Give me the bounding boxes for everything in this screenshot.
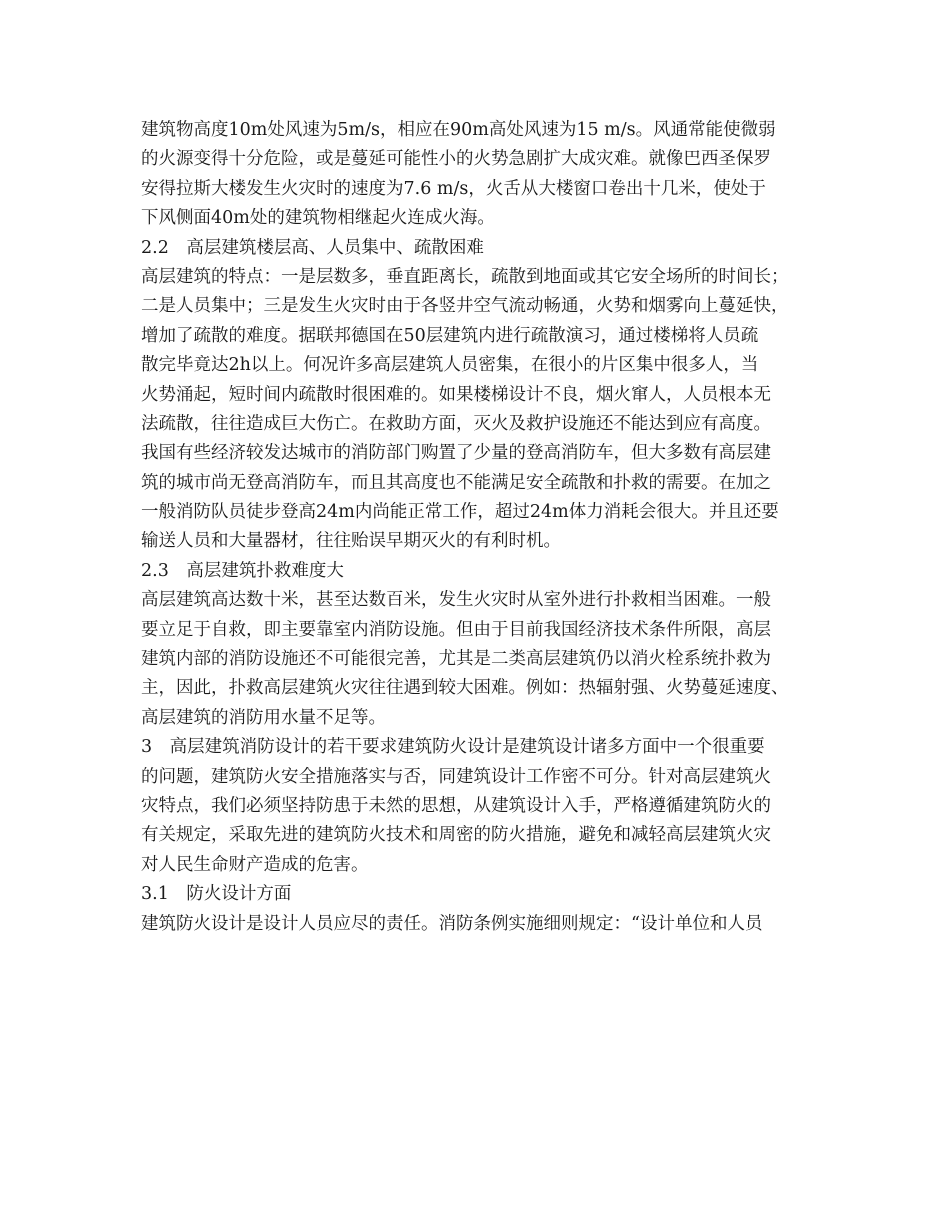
text-line: 有关规定，采取先进的建筑防火技术和周密的防火措施，避免和减轻高层建筑火灾 xyxy=(141,825,771,846)
text-line: 二是人员集中；三是发生火灾时由于各竖井空气流动畅通，火势和烟雾向上蔓延快， xyxy=(141,296,789,317)
text-line: 灾特点，我们必须坚持防患于未然的思想，从建筑设计入手，严格遵循建筑防火的 xyxy=(141,795,771,816)
text-line: 高层建筑高达数十米，甚至达数百米，发生火灾时从室外进行扑救相当困难。一般 xyxy=(141,590,771,611)
text-line: 主，因此，扑救高层建筑火灾往往遇到较大困难。例如：热辐射强、火势蔓延速度、 xyxy=(141,678,789,699)
text-line: 高层建筑的特点：一是层数多，垂直距离长，疏散到地面或其它安全场所的时间长； xyxy=(141,266,789,287)
text-line: 输送人员和大量器材，往往贻误早期灭火的有利时机。 xyxy=(141,531,561,552)
text-line: 下风侧面40m处的建筑物相继起火连成火海。 xyxy=(141,208,495,229)
text-line: 的问题，建筑防火安全措施落实与否，同建筑设计工作密不可分。针对高层建筑火 xyxy=(141,766,771,787)
text-line: 3.1 防火设计方面 xyxy=(141,884,292,905)
text-line: 筑的城市尚无登高消防车，而且其高度也不能满足安全疏散和扑救的需要。在加之 xyxy=(141,472,771,493)
text-line: 对人民生命财产造成的危害。 xyxy=(141,854,369,875)
document-body xyxy=(141,116,831,939)
text-line: 增加了疏散的难度。据联邦德国在50层建筑内进行疏散演习，通过楼梯将人员疏 xyxy=(141,325,759,346)
text-line: 高层建筑的消防用水量不足等。 xyxy=(141,707,386,728)
text-line: 2.3 高层建筑扑救难度大 xyxy=(141,560,344,581)
text-line: 建筑物高度10m处风速为5m/s，相应在90m高处风速为15 m/s。风通常能使微弱 xyxy=(141,120,776,140)
text-line: 建筑内部的消防设施还不可能很完善，尤其是二类高层建筑仍以消火栓系统扑救为 xyxy=(141,649,771,670)
text-line: 火势涌起，短时间内疏散时很困难的。如果楼梯设计不良，烟火窜人，人员根本无 xyxy=(141,384,771,405)
text-line: 要立足于自救，即主要靠室内消防设施。但由于目前我国经济技术条件所限，高层 xyxy=(141,619,771,640)
text-line: 建筑防火设计是设计人员应尽的责任。消防条例实施细则规定：“设计单位和人员 xyxy=(141,913,763,934)
text-line: 一般消防队员徒步登高24m内尚能正常工作，超过24m体力消耗会很大。并且还要 xyxy=(141,502,779,523)
text-line: 的火源变得十分危险，或是蔓延可能性小的火势急剧扩大成灾难。就像巴西圣保罗 xyxy=(141,149,771,170)
text-line: 我国有些经济较发达城市的消防部门购置了少量的登高消防车，但大多数有高层建 xyxy=(141,443,771,464)
text-line: 3 高层建筑消防设计的若干要求建筑防火设计是建筑设计诸多方面中一个很重要 xyxy=(141,737,765,758)
text-line: 散完毕竟达2h以上。何况许多高层建筑人员密集，在很小的片区集中很多人，当 xyxy=(141,355,759,376)
text-line: 2.2 高层建筑楼层高、人员集中、疏散困难 xyxy=(141,237,484,258)
text-line: 法疏散，往往造成巨大伤亡。在救助方面，灭火及救护设施还不能达到应有高度。 xyxy=(141,413,771,434)
text-line: 安得拉斯大楼发生火灾时的速度为7.6 m/s，火舌从大楼窗口卷出十几米，使处于 xyxy=(141,178,766,199)
